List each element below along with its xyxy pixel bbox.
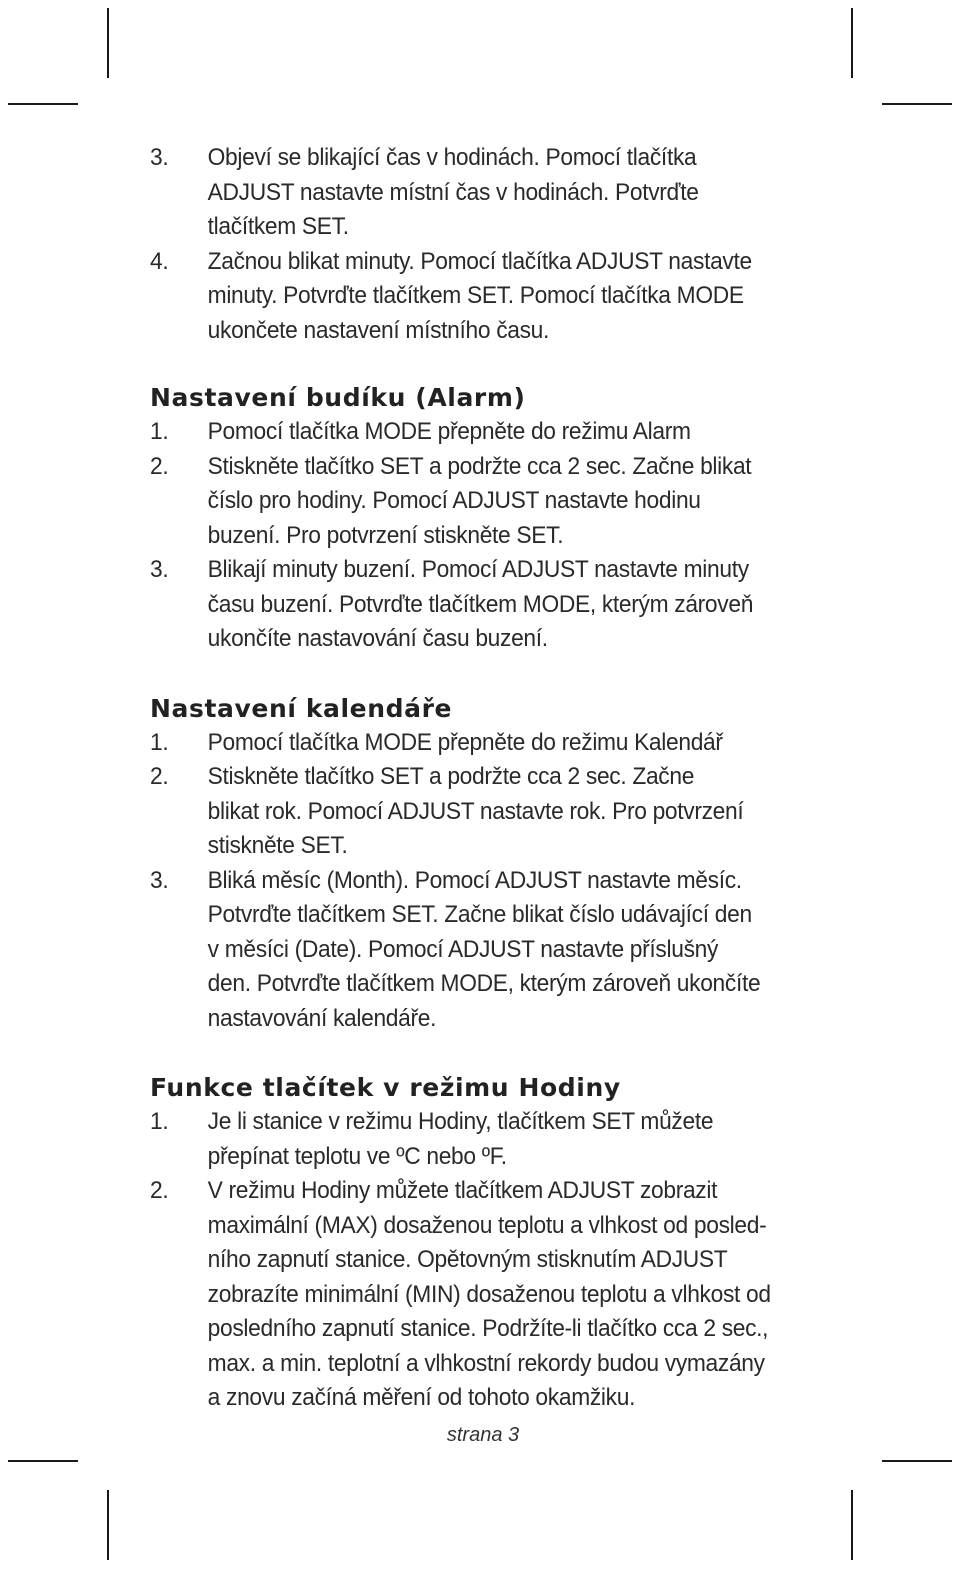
crop-mark bbox=[851, 1490, 853, 1560]
text-line: Stiskněte tlačítko SET a podržte cca 2 sec. Začne bbox=[207, 763, 695, 790]
list-item bbox=[150, 553, 859, 657]
text-line: Stiskněte tlačítko SET a podržte cca 2 sec. Začne blikat bbox=[207, 452, 752, 480]
text-line: den. Potvrďte tlačítkem MODE, kterým zároveň ukončíte bbox=[207, 970, 761, 997]
list-item bbox=[150, 245, 859, 349]
list-item bbox=[150, 726, 859, 761]
text-line: nastavování kalendáře. bbox=[207, 1004, 437, 1032]
list-item bbox=[150, 760, 859, 864]
list-item-number: 3. bbox=[150, 556, 169, 583]
list-item-number: 2. bbox=[150, 763, 169, 790]
crop-mark bbox=[8, 103, 78, 105]
page-number: strana 3 bbox=[446, 1424, 520, 1446]
text-line: minuty. Potvrďte tlačítkem SET. Pomocí tlačítka MODE bbox=[207, 282, 744, 309]
section bbox=[150, 692, 830, 1037]
text-line: maximální (MAX) dosaženou teplotu a vlhkost od posled- bbox=[207, 1211, 767, 1239]
section-heading: Nastavení budíku (Alarm) bbox=[150, 383, 526, 412]
list-item-number: 2. bbox=[150, 452, 169, 480]
text-line: ukončíte nastavování času buzení. bbox=[207, 625, 548, 652]
text-line: času buzení. Potvrďte tlačítkem MODE, kterým zároveň bbox=[207, 590, 754, 618]
list-item bbox=[150, 864, 859, 1037]
list-item-number: 1. bbox=[150, 1108, 169, 1135]
crop-mark bbox=[8, 1460, 78, 1462]
list-item-number: 3. bbox=[150, 866, 169, 894]
text-line: buzení. Pro potvrzení stiskněte SET. bbox=[207, 521, 564, 549]
crop-mark bbox=[882, 1460, 952, 1462]
section bbox=[150, 141, 830, 348]
text-line: zobrazíte minimální (MIN) dosaženou teplotu a vlhkost od bbox=[207, 1280, 771, 1308]
text-line: Bliká měsíc (Month). Pomocí ADJUST nastavte měsíc. bbox=[207, 866, 742, 894]
text-line: Je li stanice v režimu Hodiny, tlačítkem SET můžete bbox=[207, 1108, 714, 1135]
text-line: stiskněte SET. bbox=[207, 832, 348, 859]
text-line: číslo pro hodiny. Pomocí ADJUST nastavte hodinu bbox=[207, 487, 701, 514]
list-item bbox=[150, 1174, 859, 1416]
text-line: Pomocí tlačítka MODE přepněte do režimu Alarm bbox=[207, 418, 691, 445]
text-line: ního zapnutí stanice. Opětovným stisknutím ADJUST bbox=[207, 1246, 728, 1273]
list-item bbox=[150, 415, 859, 450]
text-line: přepínat teplotu ve ºC nebo ºF. bbox=[207, 1142, 507, 1170]
text-line: tlačítkem SET. bbox=[207, 213, 349, 240]
text-line: Objeví se blikající čas v hodinách. Pomocí tlačítka bbox=[207, 144, 697, 171]
text-line: Blikají minuty buzení. Pomocí ADJUST nastavte minuty bbox=[207, 556, 749, 583]
list-item-number: 4. bbox=[150, 247, 169, 275]
section-heading: Nastavení kalendáře bbox=[150, 693, 453, 723]
crop-mark bbox=[851, 8, 853, 78]
list-item bbox=[150, 450, 859, 554]
page-content bbox=[150, 141, 830, 1416]
text-line: Pomocí tlačítka MODE přepněte do režimu Kalendář bbox=[207, 728, 723, 756]
list-item-number: 3. bbox=[150, 144, 169, 171]
text-line: ukončete nastavení místního času. bbox=[207, 316, 550, 344]
section bbox=[150, 1071, 830, 1416]
text-line: Začnou blikat minuty. Pomocí tlačítka ADJUST nastavte bbox=[207, 247, 752, 275]
text-line: a znovu začíná měření od tohoto okamžiku. bbox=[207, 1384, 636, 1411]
list-item-number: 1. bbox=[150, 418, 169, 445]
text-line: blikat rok. Pomocí ADJUST nastavte rok. Pro potvrzení bbox=[207, 797, 744, 825]
text-line: max. a min. teplotní a vlhkostní rekordy budou vymazány bbox=[207, 1349, 765, 1377]
list-item-number: 1. bbox=[150, 728, 169, 756]
text-line: v měsíci (Date). Pomocí ADJUST nastavte příslušný bbox=[207, 935, 719, 963]
text-line: V režimu Hodiny můžete tlačítkem ADJUST zobrazit bbox=[207, 1177, 718, 1204]
text-line: Potvrďte tlačítkem SET. Začne blikat číslo udávající den bbox=[207, 901, 752, 928]
list-item bbox=[150, 1105, 859, 1174]
section-heading: Funkce tlačítek v režimu Hodiny bbox=[150, 1073, 621, 1102]
crop-mark bbox=[107, 8, 109, 78]
text-line: posledního zapnutí stanice. Podržíte-li tlačítko cca 2 sec., bbox=[207, 1315, 769, 1342]
list-item bbox=[150, 141, 859, 245]
list-item-number: 2. bbox=[150, 1177, 169, 1204]
section bbox=[150, 381, 830, 657]
text-line: ADJUST nastavte místní čas v hodinách. Potvrďte bbox=[207, 178, 699, 206]
crop-mark bbox=[882, 103, 952, 105]
crop-mark bbox=[107, 1490, 109, 1560]
